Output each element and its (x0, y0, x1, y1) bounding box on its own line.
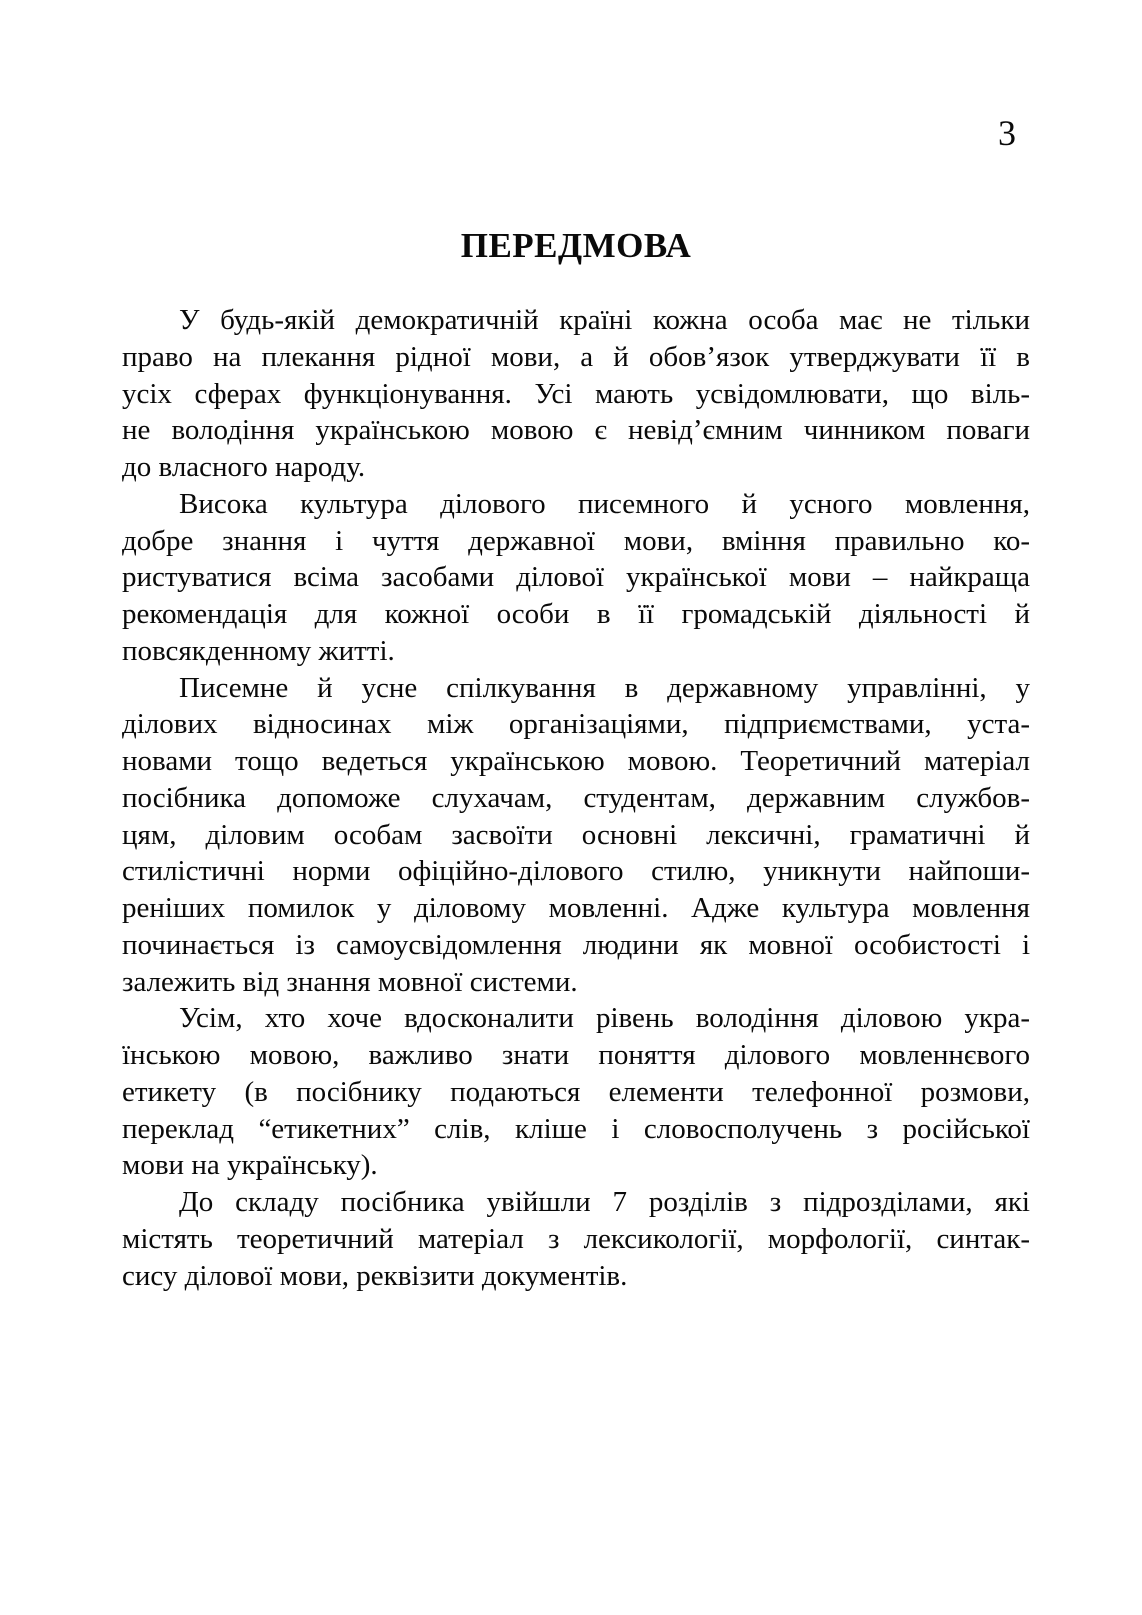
text-line: ристуватися всіма засобами ділової української мови – найкраща (122, 561, 1030, 594)
text-line: починається із самоусвідомлення людини як мовної особистості і (122, 928, 1030, 961)
text-line: до власного народу. (122, 451, 366, 483)
text-line: їнською мовою, важливо знати поняття ділового мовленнєвого (122, 1039, 1030, 1071)
paragraph (122, 1000, 1030, 1184)
text-line: не володіння українською мовою є невід’ємним чинником поваги (122, 414, 1030, 447)
page-title: ПЕРЕДМОВА (460, 226, 692, 265)
text-line: етикету (в посібнику подаються елементи телефонної розмови, (122, 1075, 1030, 1108)
text-line: посібника допоможе слухачам, студентам, державним службов- (122, 781, 1030, 814)
text-line: право на плекання рідної мови, а й обов’язок утверджувати її в (122, 340, 1030, 373)
text-line: сису ділової мови, реквізити документів. (122, 1259, 628, 1292)
text-line: переклад “етикетних” слів, кліше і словосполучень з російської (122, 1112, 1030, 1145)
text-line: добре знання і чуття державної мови, вміння правильно ко- (122, 524, 1030, 557)
text-line: рекомендація для кожної особи в її громадській діяльності й (122, 598, 1030, 630)
text-line: усіх сферах функціонування. Усі мають усвідомлювати, що віль- (122, 377, 1030, 410)
paragraph (122, 486, 1030, 670)
text-line: повсякденному житті. (122, 634, 395, 667)
text-line: залежить від знання мовної системи. (122, 965, 578, 998)
text-line: реніших помилок у діловому мовленні. Адже культура мовлення (122, 892, 1030, 924)
paragraph (122, 670, 1030, 1001)
text-line: Писемне й усне спілкування в державному управлінні, у (179, 671, 1030, 704)
text-line: новами тощо ведеться українською мовою. Теоретичний матеріал (122, 745, 1030, 777)
body-text (122, 302, 1030, 1294)
text-line: містять теоретичний матеріал з лексикології, морфології, синтак- (122, 1222, 1030, 1255)
text-line: мови на українську). (122, 1149, 378, 1182)
text-line: ділових відносинах між організаціями, підприємствами, уста- (122, 708, 1030, 741)
text-line: До складу посібника увійшли 7 розділів з підрозділами, які (179, 1186, 1030, 1218)
text-line: Усім, хто хоче вдосконалити рівень володіння діловою укра- (179, 1002, 1030, 1035)
text-line: цям, діловим особам засвоїти основні лексичні, граматичні й (122, 818, 1030, 851)
text-line: стилістичні норми офіційно-ділового стилю, уникнути найпоши- (122, 855, 1030, 888)
text-line: У будь-якій демократичній країні кожна особа має не тільки (179, 304, 1030, 336)
paragraph (122, 1184, 1030, 1294)
page-number: 3 (998, 113, 1016, 153)
text-line: Висока культура ділового писемного й усного мовлення, (179, 487, 1030, 520)
paragraph (122, 302, 1030, 486)
